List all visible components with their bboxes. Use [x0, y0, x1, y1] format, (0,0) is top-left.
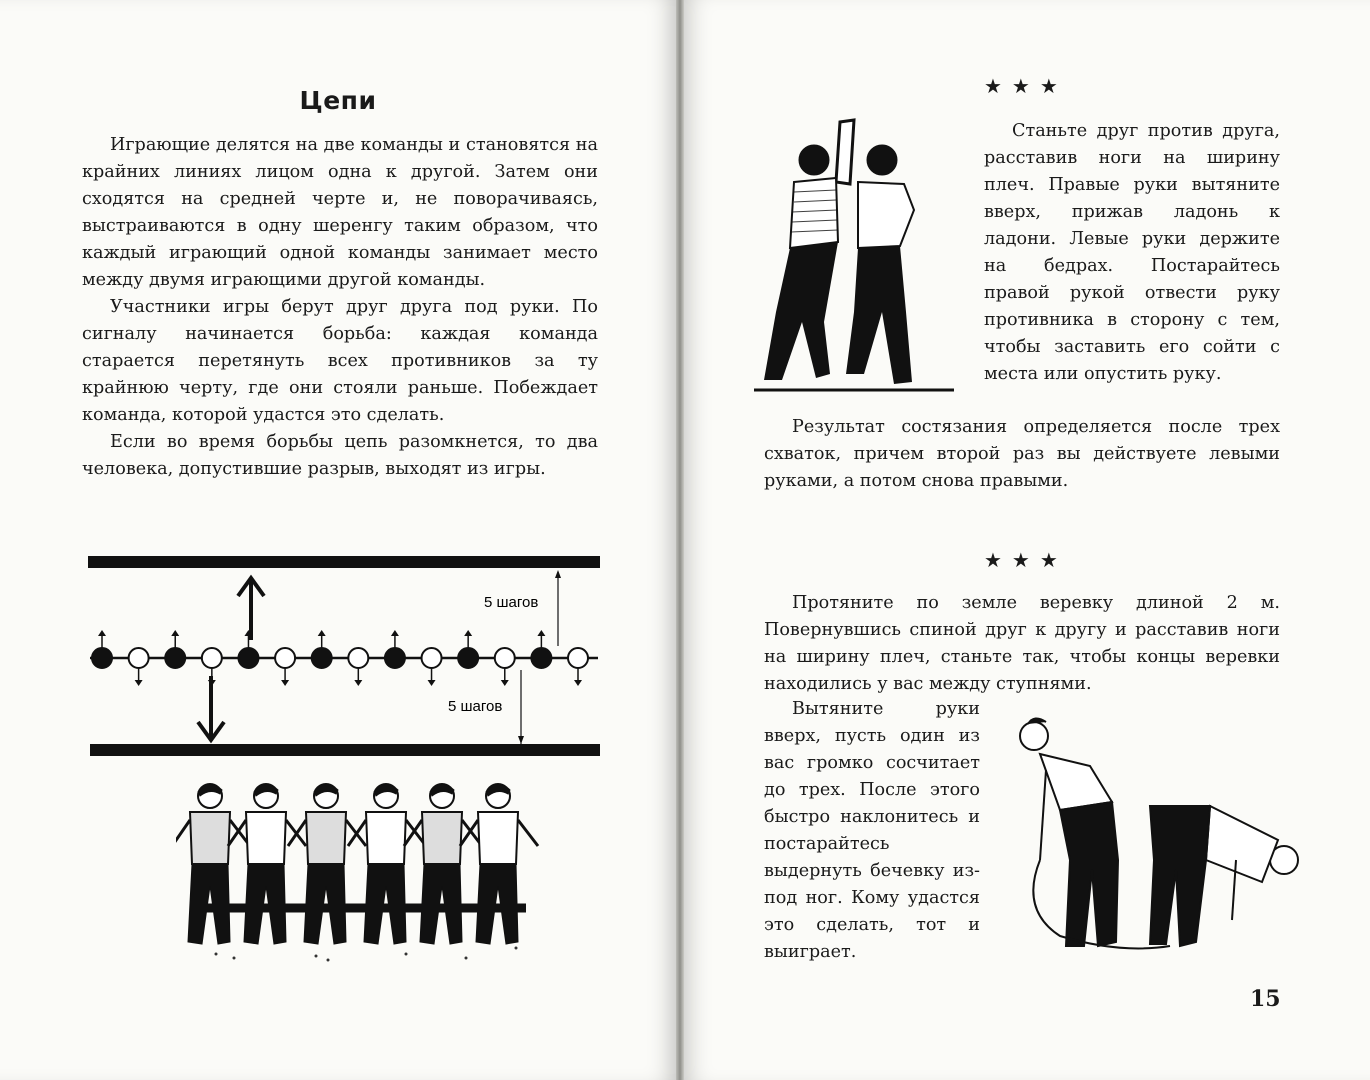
paragraph: Протяните по земле веревку длиной 2 м. Повернувшись спиной друг к другу и расставив ноги на ширину плеч, станьте так, чтобы концы веревки находились у вас между ступнями.: [764, 593, 1280, 694]
arrow-head: [501, 680, 509, 686]
player-team-b: [129, 648, 149, 668]
bottom-boundary-line: [90, 744, 600, 756]
right-page: [684, 0, 1370, 1080]
person-figure: [460, 784, 538, 944]
player-team-a: [312, 648, 332, 668]
section-title: Цепи: [299, 86, 377, 115]
paragraph: Если во время борьбы цепь разомкнется, то два человека, допустившие разрыв, выходят из игры.: [82, 432, 598, 479]
pull-arrow-down: [198, 676, 224, 740]
arrow-head: [318, 630, 326, 636]
player-team-b: [495, 648, 515, 668]
paragraph: Станьте друг против друга, расставив ноги на ширину плеч. Правые руки вытяните вверх, прижав ладонь к ладони. Левые руки держите на бедрах. Постарайтесь правой рукой отвести руку противника в сторону с тем, чтобы заставить его сойти с места или опустить руку.: [984, 121, 1280, 384]
distance-marker-top: [484, 570, 561, 646]
person-figure: [348, 784, 426, 944]
person-figure: [176, 784, 250, 944]
rope-game-rules-text: [764, 696, 980, 966]
left-page: [0, 0, 676, 1080]
distance-marker-bottom: [448, 670, 524, 744]
page-number: 15: [1250, 986, 1281, 1012]
arrow-head: [98, 630, 106, 636]
palm-push-text: [984, 118, 1280, 388]
arrow-head: [428, 680, 436, 686]
distance-label: 5 шагов: [484, 594, 539, 611]
arrow-head: [391, 630, 399, 636]
book-spine: [676, 0, 684, 1080]
player-team-a: [238, 648, 258, 668]
player-team-b: [202, 648, 222, 668]
person-figure: [228, 784, 306, 944]
arrow-head: [171, 630, 179, 636]
arrow-head: [354, 680, 362, 686]
chain-people-illustration: [176, 776, 596, 966]
person-figure: [288, 784, 366, 944]
player-team-a: [458, 648, 478, 668]
palm-push-illustration: [754, 112, 964, 412]
arrow-head: [537, 630, 545, 636]
section-separator-stars: ★★★: [984, 74, 1068, 98]
paragraph: Вытяните руки вверх, пусть один из вас громко сосчитает до трех. После этого быстро наклонитесь и постарайтесь выдернуть бечевку из-под ног. Кому удастся это сделать, тот и выиграет.: [764, 699, 980, 962]
rope-pull-illustration: [1000, 710, 1300, 960]
rope-game-text: [764, 590, 1280, 698]
player-team-a: [165, 648, 185, 668]
arrow-head: [574, 680, 582, 686]
chains-text: [82, 132, 598, 483]
player-team-b: [422, 648, 442, 668]
arrow-head: [281, 680, 289, 686]
distance-label: 5 шагов: [448, 698, 503, 715]
player-team-b: [275, 648, 295, 668]
player-team-b: [348, 648, 368, 668]
paragraph: Результат состязания определяется после трех схваток, причем второй раз вы действуете левыми руками, а потом снова правыми.: [764, 417, 1280, 491]
paragraph: Играющие делятся на две команды и становятся на крайних линиях лицом одна к другой. Затем они сходятся на средней черте и, не поворачиваясь, выстраиваются в одну шеренгу таким образом, что каждый играющий одной команды занимает место между двумя играющими другой команды.: [82, 135, 598, 290]
arrow-head: [464, 630, 472, 636]
palm-push-result-text: [764, 414, 1280, 495]
pull-arrow-up: [238, 578, 264, 640]
player-team-a: [92, 648, 112, 668]
paragraph: Участники игры берут друг друга под руки. По сигналу начинается борьба: каждая команда старается перетянуть всех противников за ту крайнюю черту, где они стояли раньше. Побеждает команда, которой удастся это сделать.: [82, 297, 598, 425]
section-separator-stars: ★★★: [984, 548, 1068, 572]
arrow-head: [135, 680, 143, 686]
person-figure: [404, 784, 482, 944]
top-boundary-line: [88, 556, 600, 568]
player-team-a: [531, 648, 551, 668]
player-team-a: [385, 648, 405, 668]
chains-diagram: [0, 546, 676, 776]
player-team-b: [568, 648, 588, 668]
